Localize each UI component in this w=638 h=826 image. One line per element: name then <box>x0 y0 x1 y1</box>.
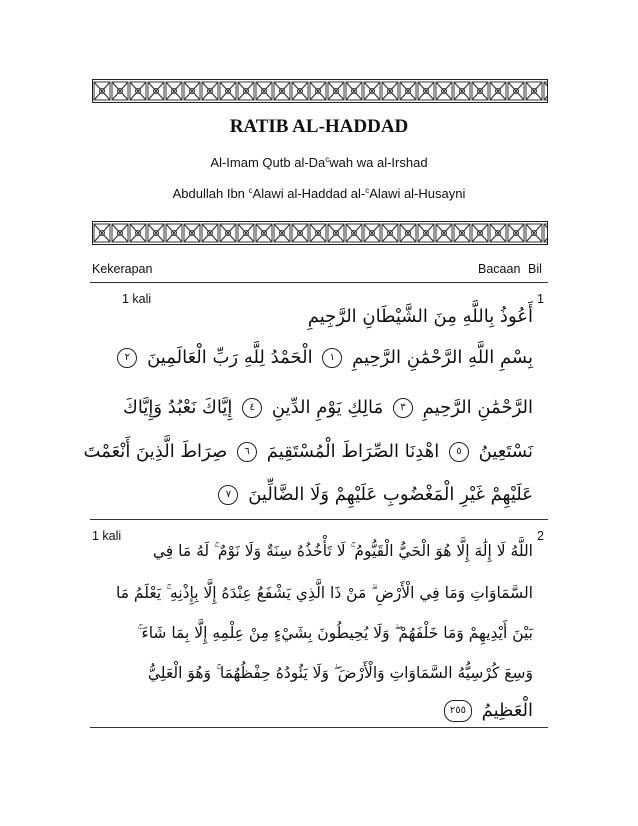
verse-marker: ٢ <box>117 348 137 368</box>
fatihah-line-1 <box>113 347 533 368</box>
fatihah-line-4 <box>214 484 533 505</box>
fatihah-verse-4: مَالِكِ يَوْمِ الدِّينِ <box>271 397 384 418</box>
subtitle2-part-c: Alawi al-Husayni <box>369 186 466 201</box>
author-name-line <box>0 186 638 201</box>
subtitle1-superscript: c <box>325 155 330 164</box>
verse-marker: ٧ <box>218 485 238 505</box>
column-header-number: Bil <box>528 262 542 276</box>
verse-marker: ٣ <box>393 398 413 418</box>
verse-marker: ٦ <box>237 442 257 462</box>
kursi-line-5 <box>440 700 533 722</box>
fatihah-verse-2: الْحَمْدُ لِلَّهِ رَبِّ الْعَالَمِينَ <box>147 347 313 368</box>
fatihah-verse-6: اهْدِنَا الصِّرَاطَ الْمُسْتَقِيمَ <box>266 441 440 462</box>
kursi-line-1: اللَّهُ لَا إِلَٰهَ إِلَّا هُوَ الْحَيُّ الْقَيُّومُ ۚ لَا تَأْخُذُهُ سِنَةٌ وَلَا نَوْمٌ ۚ لَهُ مَا فِي <box>152 542 533 560</box>
fatihah-verse-7b: عَلَيْهِمْ غَيْرِ الْمَغْضُوبِ عَلَيْهِمْ وَلَا الضَّالِّينَ <box>248 484 533 505</box>
kursi-line-4: وَسِعَ كُرْسِيُّهُ السَّمَاوَاتِ وَالْأَرْضَ ۖ وَلَا يَئُودُهُ حِفْظُهُمَا ۚ وَهُوَ الْعَلِيُّ <box>147 664 533 682</box>
fatihah-verse-3: الرَّحْمَٰنِ الرَّحِيمِ <box>422 397 533 418</box>
subtitle2-part-b: Alawi al-Haddad al- <box>252 186 366 201</box>
subtitle1-part-b: wah wa al-Irshad <box>329 155 428 170</box>
column-header-frequency: Kekerapan <box>92 262 153 276</box>
fatihah-verse-5a: إِيَّاكَ نَعْبُدُ وَإِيَّاكَ <box>123 397 233 418</box>
kursi-line-3: بَيْنَ أَيْدِيهِمْ وَمَا خَلْفَهُمْ ۖ وَلَا يُحِيطُونَ بِشَيْءٍ مِنْ عِلْمِهِ إِلَّا بِمَا شَاءَ ۚ <box>137 624 533 642</box>
subtitle1-part-a: Al-Imam Qutb al-Da <box>210 155 326 170</box>
verse-marker: ٥ <box>449 442 469 462</box>
row2-number: 2 <box>537 529 544 543</box>
row1-number: 1 <box>537 292 544 306</box>
fatihah-line-2 <box>123 397 533 418</box>
ornamental-border-top <box>92 79 548 103</box>
fatihah-verse-1: بِسْمِ اللَّهِ الرَّحْمَٰنِ الرَّحِيمِ <box>352 347 533 368</box>
author-title-line <box>0 155 638 170</box>
kursi-line-2: السَّمَاوَاتِ وَمَا فِي الْأَرْضِ ۗ مَنْ ذَا الَّذِي يَشْفَعُ عِنْدَهُ إِلَّا بِإِذْنِهِ ۚ يَعْلَمُ مَا <box>115 584 533 602</box>
row2-frequency: 1 kali <box>92 529 122 543</box>
table-divider <box>90 519 548 520</box>
kursi-final-word: الْعَظِيمُ <box>481 700 533 721</box>
row1-frequency: 1 kali <box>122 292 152 306</box>
ornament-pattern-middle <box>93 222 547 244</box>
table-divider <box>90 282 548 283</box>
table-bottom-line <box>90 727 548 728</box>
row1-arabic-line: أَعُوذُ بِاللَّهِ مِنَ الشَّيْطَانِ الرَّجِيمِ <box>307 306 533 327</box>
verse-marker: ١ <box>322 348 342 368</box>
fatihah-verse-5b: نَسْتَعِينُ <box>478 441 533 462</box>
document-title: RATIB AL-HADDAD <box>229 116 409 137</box>
verse-marker: ٤ <box>242 398 262 418</box>
fatihah-line-3 <box>84 441 533 462</box>
subtitle2-superscript-1: c <box>248 186 253 195</box>
ornament-pattern-top <box>93 80 547 102</box>
ornamental-border-middle <box>92 221 548 245</box>
column-header-reading: Bacaan <box>478 262 521 276</box>
fatihah-verse-7a: صِرَاطَ الَّذِينَ أَنْعَمْتَ <box>83 441 228 462</box>
subtitle2-superscript-2: c <box>365 186 370 195</box>
verse-marker: ٢٥٥ <box>444 700 472 722</box>
subtitle2-part-a: Abdullah Ibn <box>172 186 249 201</box>
